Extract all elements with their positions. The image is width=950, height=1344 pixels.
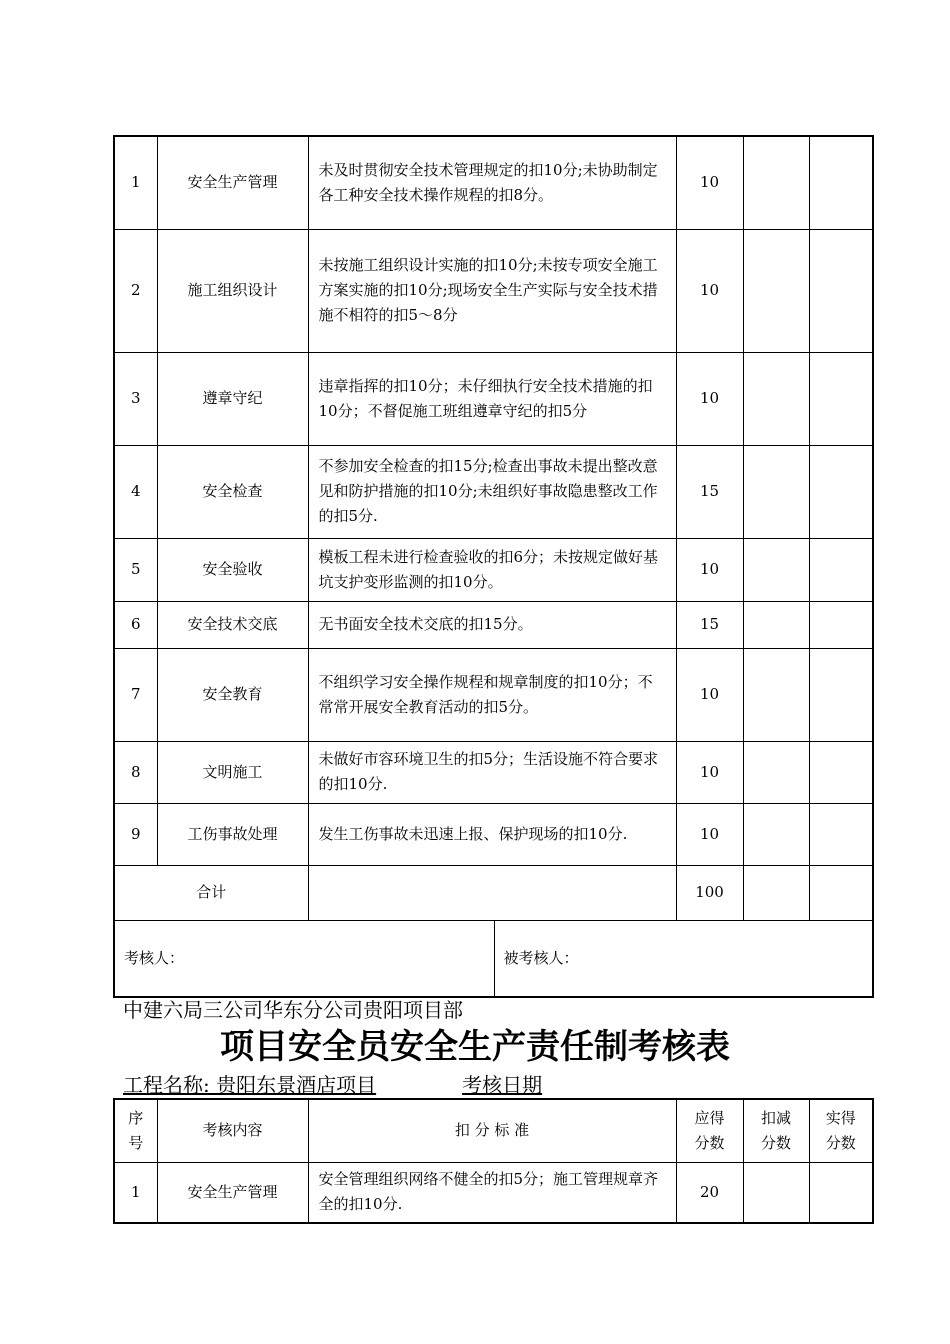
row-actual-cell[interactable] (809, 1162, 873, 1223)
row-item: 安全验收 (157, 538, 308, 601)
row-score: 15 (676, 601, 743, 648)
table-row (114, 648, 873, 741)
row-deduction-cell[interactable] (743, 445, 809, 538)
row-deduction-cell[interactable] (743, 229, 809, 352)
row-standard: 安全管理组织网络不健全的扣5分；施工管理规章齐全的扣10分. (308, 1162, 676, 1223)
row-score: 10 (676, 229, 743, 352)
table-row (114, 445, 873, 538)
row-score: 10 (676, 648, 743, 741)
header-score-text: 应得分数 (694, 1108, 725, 1152)
header-number-text: 序号 (128, 1108, 144, 1152)
row-standard: 未及时贯彻安全技术管理规定的扣10分;未协助制定各工种安全技术操作规程的扣8分。 (308, 136, 676, 229)
row-standard: 无书面安全技术交底的扣15分。 (308, 601, 676, 648)
table-row (114, 803, 873, 865)
row-item: 安全技术交底 (157, 601, 308, 648)
table-header-row (114, 1099, 873, 1162)
total-actual-cell[interactable] (809, 865, 873, 920)
row-standard: 模板工程未进行检查验收的扣6分；未按规定做好基坑支护变形监测的扣10分。 (308, 538, 676, 601)
row-item: 工伤事故处理 (157, 803, 308, 865)
row-number: 8 (114, 741, 157, 803)
project-name-label: 工程名称: 贵阳东景酒店项目 (123, 1073, 377, 1097)
row-standard: 未按施工组织设计实施的扣10分;未按专项安全施工方案实施的扣10分;现场安全生产实际与安全技术措施不相符的扣5～8分 (308, 229, 676, 352)
table-row (114, 538, 873, 601)
row-item: 安全检查 (157, 445, 308, 538)
row-number: 1 (114, 1162, 157, 1223)
row-actual-cell[interactable] (809, 352, 873, 445)
row-score: 20 (676, 1162, 743, 1223)
row-standard: 违章指挥的扣10分；未仔细执行安全技术措施的扣10分；不督促施工班组遵章守纪的扣5分 (308, 352, 676, 445)
total-score: 100 (676, 865, 743, 920)
row-deduction-cell[interactable] (743, 648, 809, 741)
organization-line: 中建六局三公司华东分公司贵阳项目部 (123, 998, 463, 1022)
row-actual-cell[interactable] (809, 741, 873, 803)
row-actual-cell[interactable] (809, 538, 873, 601)
row-item: 安全生产管理 (157, 136, 308, 229)
row-score: 10 (676, 538, 743, 601)
header-number (114, 1099, 157, 1162)
header-item: 考核内容 (157, 1099, 308, 1162)
header-actual-text: 实得分数 (825, 1108, 856, 1152)
row-score: 10 (676, 803, 743, 865)
row-deduction-cell[interactable] (743, 136, 809, 229)
header-standard: 扣 分 标 准 (308, 1099, 676, 1162)
assessment-date-label: 考核日期 (462, 1073, 543, 1097)
row-score: 10 (676, 136, 743, 229)
row-actual-cell[interactable] (809, 803, 873, 865)
row-actual-cell[interactable] (809, 136, 873, 229)
row-item: 遵章守纪 (157, 352, 308, 445)
row-item: 安全教育 (157, 648, 308, 741)
row-score: 15 (676, 445, 743, 538)
row-actual-cell[interactable] (809, 445, 873, 538)
row-deduction-cell[interactable] (743, 803, 809, 865)
header-deduction-text: 扣减分数 (760, 1108, 791, 1152)
table-row (114, 136, 873, 229)
row-item: 文明施工 (157, 741, 308, 803)
row-number: 2 (114, 229, 157, 352)
row-number: 4 (114, 445, 157, 538)
row-standard: 未做好市容环境卫生的扣5分；生活设施不符合要求的扣10分. (308, 741, 676, 803)
row-actual-cell[interactable] (809, 601, 873, 648)
header-actual (809, 1099, 873, 1162)
row-score: 10 (676, 352, 743, 445)
row-deduction-cell[interactable] (743, 352, 809, 445)
total-standard-cell (308, 865, 676, 920)
assessment-table-continued (113, 135, 874, 998)
total-deduction-cell[interactable] (743, 865, 809, 920)
page-title: 项目安全员安全生产责任制考核表 (220, 1027, 730, 1067)
header-deduction (743, 1099, 809, 1162)
row-actual-cell[interactable] (809, 229, 873, 352)
table-row (114, 229, 873, 352)
row-standard: 不参加安全检查的扣15分;检查出事故未提出整改意见和防护措施的扣10分;未组织好事故隐患整改工作的扣5分. (308, 445, 676, 538)
total-row (114, 865, 873, 920)
row-number: 3 (114, 352, 157, 445)
row-number: 6 (114, 601, 157, 648)
row-deduction-cell[interactable] (743, 601, 809, 648)
row-item: 施工组织设计 (157, 229, 308, 352)
row-standard: 不组织学习安全操作规程和规章制度的扣10分；不常常开展安全教育活动的扣5分。 (308, 648, 676, 741)
assessment-table (113, 1098, 874, 1224)
row-number: 1 (114, 136, 157, 229)
row-number: 7 (114, 648, 157, 741)
assessee-label[interactable]: 被考核人： (494, 920, 873, 997)
row-standard: 发生工伤事故未迅速上报、保护现场的扣10分. (308, 803, 676, 865)
row-deduction-cell[interactable] (743, 538, 809, 601)
project-line (123, 1071, 542, 1099)
signature-row (114, 920, 873, 997)
header-score (676, 1099, 743, 1162)
table-row (114, 352, 873, 445)
table-row (114, 601, 873, 648)
row-deduction-cell[interactable] (743, 1162, 809, 1223)
assessor-label[interactable]: 考核人： (114, 920, 494, 997)
row-number: 5 (114, 538, 157, 601)
row-actual-cell[interactable] (809, 648, 873, 741)
row-deduction-cell[interactable] (743, 741, 809, 803)
row-item: 安全生产管理 (157, 1162, 308, 1223)
row-number: 9 (114, 803, 157, 865)
row-score: 10 (676, 741, 743, 803)
total-label: 合计 (114, 865, 308, 920)
table-row (114, 1162, 873, 1223)
table-row (114, 741, 873, 803)
